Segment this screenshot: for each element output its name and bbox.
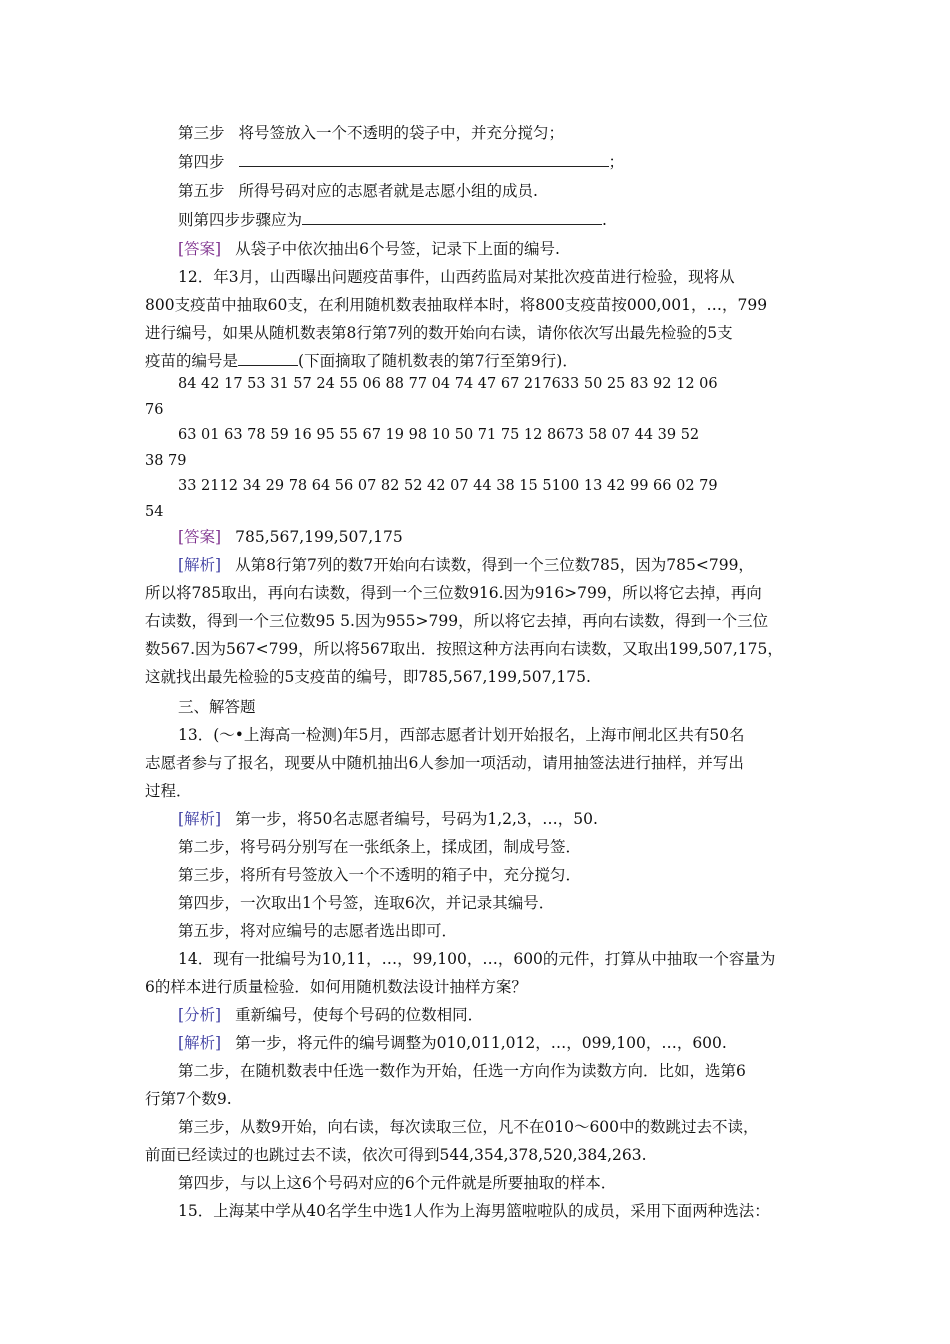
q14-step2-cont: 行第7个数9. — [145, 1090, 232, 1108]
q13-line1: 13．(～•上海高一检测)年5月，西部志愿者计划开始报名，上海市闸北区共有50名 — [178, 726, 745, 744]
q15-line1: 15．上海某中学从40名学生中选1人作为上海男篮啦啦队的成员，采用下面两种选法： — [178, 1202, 770, 1220]
q14-step2: 第二步，在随机数表中任选一数作为开始，任选一方向作为读数方向．比如，选第6 — [178, 1062, 746, 1080]
q11-step4: 第四步 ； — [178, 153, 625, 171]
q13-step5: 第五步，将对应编号的志愿者选出即可． — [178, 922, 458, 940]
random-table-row9: 33 2112 34 29 78 64 56 07 82 52 42 07 44 38 15 5100 13 42 99 66 02 79 — [178, 478, 718, 494]
answer-blank — [239, 152, 609, 167]
q13-line3: 过程． — [145, 782, 192, 800]
answer-blank — [238, 351, 298, 366]
q12-line2: 800支疫苗中抽取60支，在利用随机数表抽取样本时，将800支疫苗按000,001，…，799 — [145, 296, 768, 314]
q14-step3-cont: 前面已经读过的也跳过去不读，依次可得到544,354,378,520,384,263. — [145, 1146, 647, 1164]
q13-line2: 志愿者参与了报名，现要从中随机抽出6人参加一项活动，请用抽签法进行抽样，并写出 — [145, 754, 744, 772]
q12-analysis-line5: 这就找出最先检验的5支疫苗的编号，即785,567,199,507,175. — [145, 668, 591, 686]
q14-line2: 6的样本进行质量检验．如何用随机数法设计抽样方案？ — [145, 978, 527, 996]
q11-step3: 第三步 将号签放入一个不透明的袋子中，并充分搅匀； — [178, 124, 565, 142]
q12-analysis-line1: [解析] 从第8行第7列的数7开始向右读数，得到一个三位数785，因为785<799， — [178, 556, 754, 574]
q12-analysis-line3: 右读数，得到一个三位数95 5.因为955>799，所以将它去掉，再向右读数，得到一个三位 — [145, 612, 769, 630]
random-table-row7-cont: 76 — [145, 402, 164, 418]
answer-blank — [302, 210, 602, 225]
q11-answer: [答案] 从袋子中依次抽出6个号签，记录下上面的编号. — [178, 240, 560, 258]
q12-analysis-line2: 所以将785取出，再向右读数，得到一个三位数916.因为916>799，所以将它去掉，再向 — [145, 584, 762, 602]
q14-line1: 14．现有一批编号为10,11，…，99,100，…，600的元件，打算从中抽取一个容量为 — [178, 950, 776, 968]
q13-step4: 第四步，一次取出1个号签，连取6次，并记录其编号． — [178, 894, 555, 912]
q12-line4: 疫苗的编号是 (下面摘取了随机数表的第7行至第9行)． — [145, 352, 578, 370]
q13-analysis-step1: [解析] 第一步，将50名志愿者编号，号码为1,2,3，…，50. — [178, 810, 598, 828]
q12-line1: 12．年3月，山西曝出问题疫苗事件，山西药监局对某批次疫苗进行检验，现将从 — [178, 268, 735, 286]
q13-step2: 第二步，将号码分别写在一张纸条上，揉成团，制成号签． — [178, 838, 582, 856]
q14-step4: 第四步，与以上这6个号码对应的6个元件就是所要抽取的样本． — [178, 1174, 617, 1192]
random-table-row8: 63 01 63 78 59 16 95 55 67 19 98 10 50 71 75 12 8673 58 07 44 39 52 — [178, 427, 700, 443]
q11-ask: 则第四步步骤应为 . — [178, 211, 607, 229]
q12-answer: [答案] 785,567,199,507,175 — [178, 528, 403, 546]
q14-fenxi: [分析] 重新编号，使每个号码的位数相同． — [178, 1006, 484, 1024]
q12-analysis-line4: 数567.因为567<799，所以将567取出．按照这种方法再向右读数，又取出199,507,175， — [145, 640, 783, 658]
section-heading: 三、解答题 — [178, 698, 256, 716]
random-table-row9-cont: 54 — [145, 504, 164, 520]
random-table-row8-cont: 38 79 — [145, 453, 187, 469]
random-table-row7: 84 42 17 53 31 57 24 55 06 88 77 04 74 47 67 217633 50 25 83 92 12 06 — [178, 376, 718, 392]
q13-step3: 第三步，将所有号签放入一个不透明的箱子中，充分搅匀． — [178, 866, 582, 884]
q11-step5: 第五步 所得号码对应的志愿者就是志愿小组的成员. — [178, 182, 538, 200]
q12-line3: 进行编号，如果从随机数表第8行第7列的数开始向右读，请你依次写出最先检验的5支 — [145, 324, 733, 342]
q14-analysis-step1: [解析] 第一步，将元件的编号调整为010,011,012，…，099,100，…，600. — [178, 1034, 727, 1052]
q14-step3: 第三步，从数9开始，向右读，每次读取三位，凡不在010～600中的数跳过去不读， — [178, 1118, 759, 1136]
